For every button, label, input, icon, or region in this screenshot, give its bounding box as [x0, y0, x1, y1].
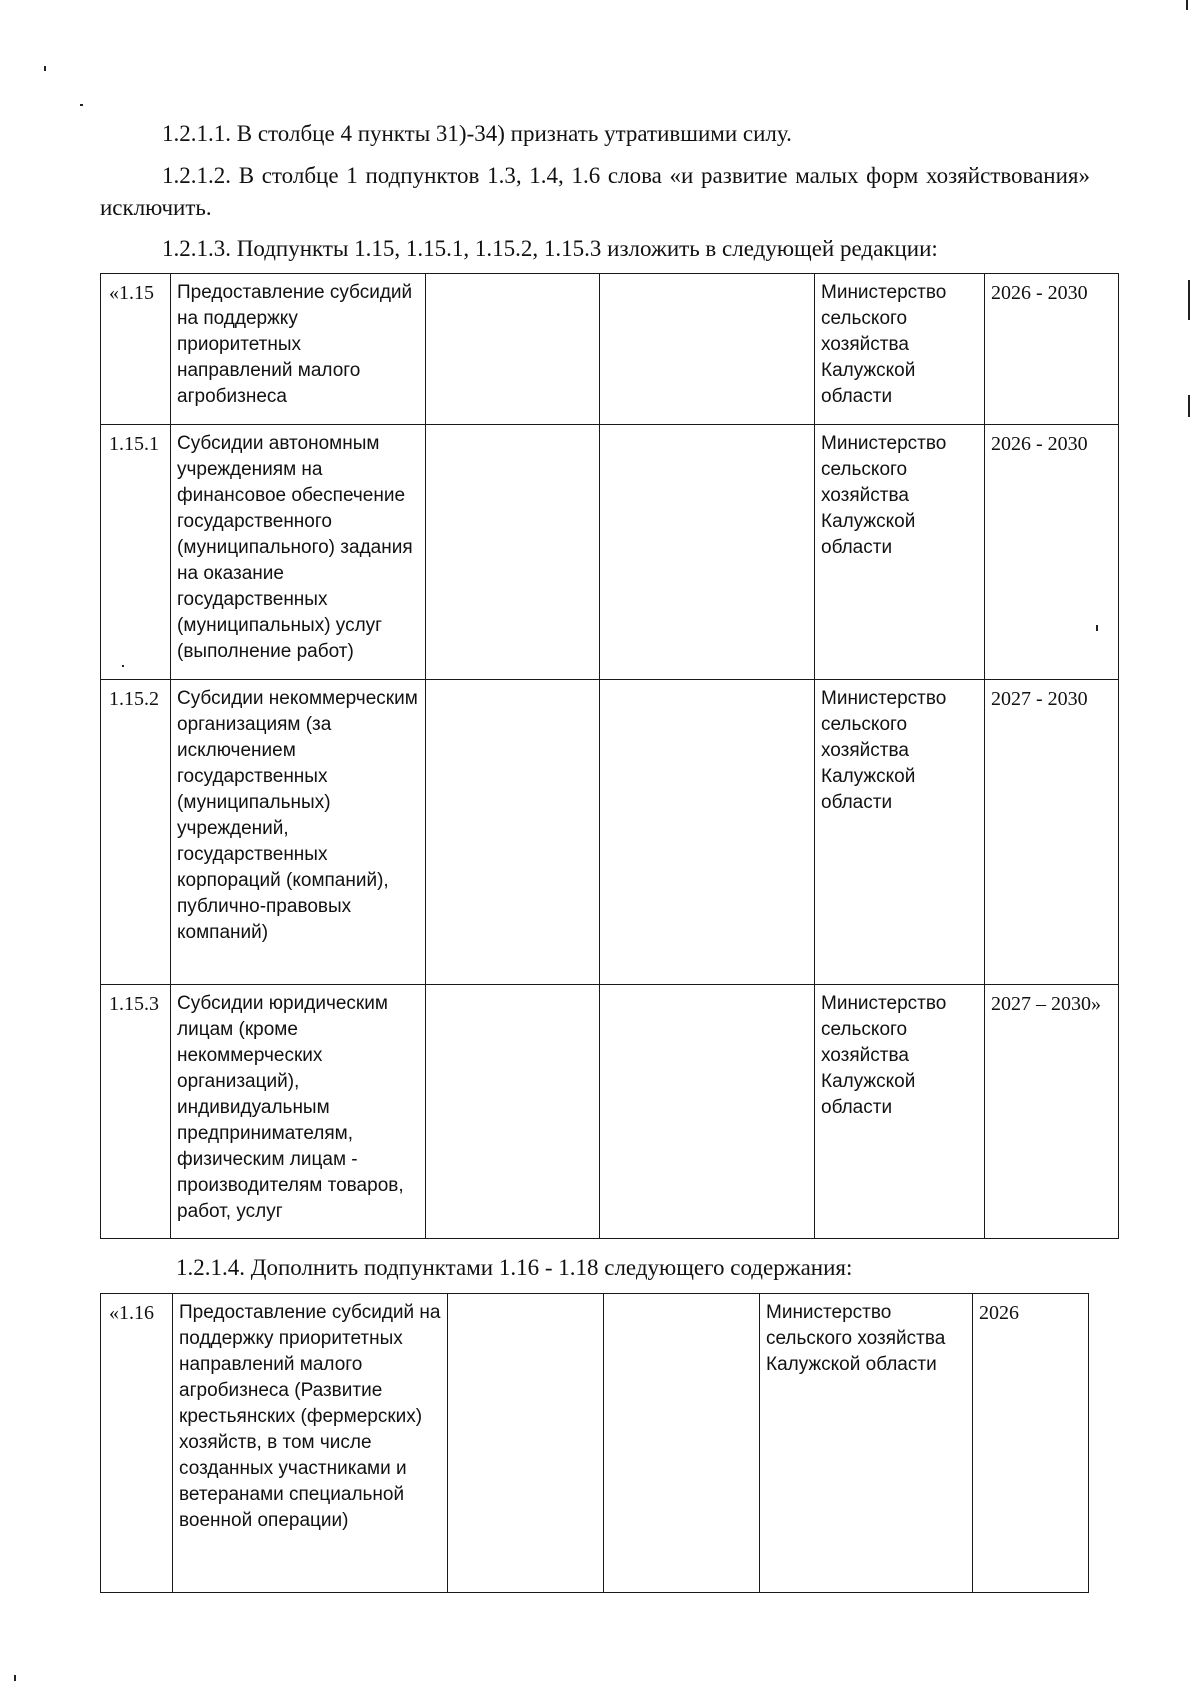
scan-artifact-mark: [1096, 625, 1098, 631]
paragraph-1-2-1-4: 1.2.1.4. Дополнить подпунктами 1.16 - 1.18 следующего содержания:: [176, 1255, 853, 1280]
subitems-table-1-16: [100, 1293, 1089, 1593]
scan-artifact-mark: [1186, 0, 1188, 10]
row-number: «1.15: [101, 274, 171, 425]
row-col4: [600, 680, 815, 985]
paragraph-1-2-1-3: 1.2.1.3. Подпункты 1.15, 1.15.1, 1.15.2, 1.15.3 изложить в следующей редакции:: [162, 236, 938, 261]
scan-artifact-mark: [1188, 395, 1190, 417]
scan-artifact-mark: [14, 1675, 16, 1681]
row-name: Субсидии автономным учреждениям на финансовое обеспечение государственного (муниципального) задания на оказание государственных (муниципальных) услуг (выполнение работ): [171, 425, 426, 680]
row-period: 2027 - 2030: [985, 680, 1119, 985]
table-row: [101, 274, 1119, 425]
row-col3: [426, 680, 600, 985]
scan-artifact-mark: [44, 66, 46, 71]
row-period: 2026: [973, 1294, 1089, 1593]
row-col4: [600, 425, 815, 680]
row-number: «1.16: [101, 1294, 173, 1593]
scan-artifact-mark: [122, 665, 124, 667]
row-name: Предоставление субсидий на поддержку приоритетных направлений малого агробизнеса: [171, 274, 426, 425]
row-col3: [448, 1294, 604, 1593]
row-executor: Министерство сельского хозяйства Калужской области: [815, 274, 985, 425]
row-executor: Министерство сельского хозяйства Калужской области: [815, 425, 985, 680]
scan-artifact-mark: [80, 104, 83, 106]
row-name: Предоставление субсидий на поддержку приоритетных направлений малого агробизнеса (Развитие крестьянских (фермерских) хозяйств, в том числе созданных участниками и ветеранами специальной военной операции): [173, 1294, 448, 1593]
row-col4: [604, 1294, 760, 1593]
scan-artifact-mark: [1188, 280, 1190, 320]
row-period: 2026 - 2030: [985, 274, 1119, 425]
subitems-table-1-15: [100, 273, 1119, 1239]
paragraph-1-2-1-2: 1.2.1.2. В столбце 1 подпунктов 1.3, 1.4, 1.6 слова «и развитие малых форм хозяйствования» исключить.: [100, 163, 1090, 220]
row-col4: [600, 985, 815, 1239]
row-col4: [600, 274, 815, 425]
table-row: [101, 425, 1119, 680]
row-name: Субсидии некоммерческим организациям (за исключением государственных (муниципальных) учреждений, государственных корпораций (компаний), публично-правовых компаний): [171, 680, 426, 985]
row-executor: Министерство сельского хозяйства Калужской области: [760, 1294, 973, 1593]
row-number: 1.15.2: [101, 680, 171, 985]
row-col3: [426, 985, 600, 1239]
row-executor: Министерство сельского хозяйства Калужской области: [815, 985, 985, 1239]
table-row: [101, 680, 1119, 985]
row-number: 1.15.1: [101, 425, 171, 680]
row-col3: [426, 425, 600, 680]
row-period: 2026 - 2030: [985, 425, 1119, 680]
paragraph-1-2-1-1: 1.2.1.1. В столбце 4 пункты 31)-34) признать утратившими силу.: [162, 121, 792, 146]
row-executor: Министерство сельского хозяйства Калужской области: [815, 680, 985, 985]
row-period: 2027 – 2030»: [985, 985, 1119, 1239]
table-row: [101, 985, 1119, 1239]
row-col3: [426, 274, 600, 425]
table-row: [101, 1294, 1089, 1593]
row-number: 1.15.3: [101, 985, 171, 1239]
row-name: Субсидии юридическим лицам (кроме некоммерческих организаций), индивидуальным предпринимателям, физическим лицам - производителям товаров, работ, услуг: [171, 985, 426, 1239]
